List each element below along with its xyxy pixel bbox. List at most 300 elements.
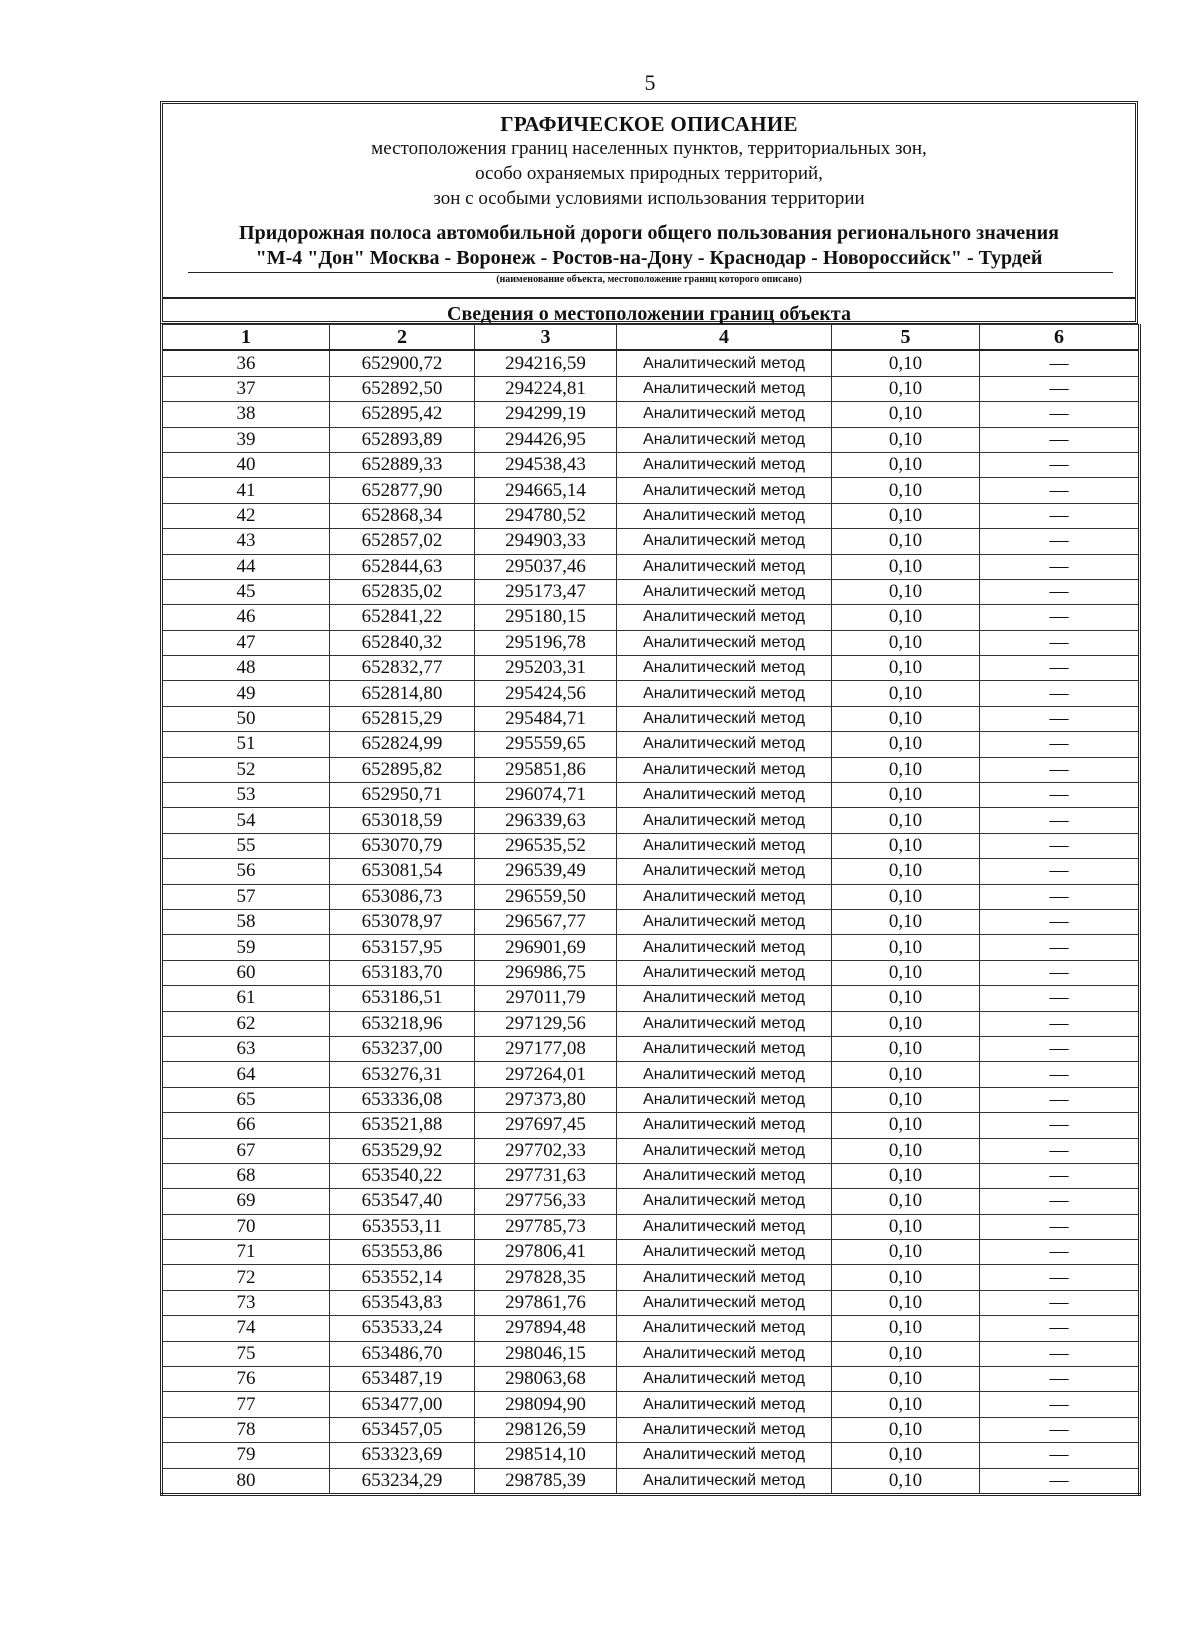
description-cell: — bbox=[980, 1113, 1140, 1138]
x-coordinate-cell: 653081,54 bbox=[330, 859, 475, 884]
point-number-cell: 73 bbox=[162, 1290, 330, 1315]
point-number-cell: 56 bbox=[162, 859, 330, 884]
y-coordinate-cell: 295196,78 bbox=[475, 630, 617, 655]
x-coordinate-cell: 653533,24 bbox=[330, 1316, 475, 1341]
accuracy-cell: 0,10 bbox=[832, 1138, 980, 1163]
accuracy-cell: 0,10 bbox=[832, 1316, 980, 1341]
accuracy-cell: 0,10 bbox=[832, 1265, 980, 1290]
point-number-cell: 48 bbox=[162, 656, 330, 681]
method-cell: Аналитический метод bbox=[617, 1087, 832, 1112]
table-row bbox=[162, 884, 1140, 909]
point-number-cell: 79 bbox=[162, 1443, 330, 1468]
y-coordinate-cell: 296986,75 bbox=[475, 960, 617, 985]
column-header: 2 bbox=[330, 325, 475, 351]
method-cell: Аналитический метод bbox=[617, 706, 832, 731]
accuracy-cell: 0,10 bbox=[832, 732, 980, 757]
method-cell: Аналитический метод bbox=[617, 1443, 832, 1468]
y-coordinate-cell: 294216,59 bbox=[475, 350, 617, 376]
section-title: Сведения о местоположении границ объекта bbox=[447, 303, 851, 325]
table-row bbox=[162, 859, 1140, 884]
accuracy-cell: 0,10 bbox=[832, 706, 980, 731]
description-cell: — bbox=[980, 833, 1140, 858]
y-coordinate-cell: 296535,52 bbox=[475, 833, 617, 858]
y-coordinate-cell: 296339,63 bbox=[475, 808, 617, 833]
method-cell: Аналитический метод bbox=[617, 1392, 832, 1417]
point-number-cell: 61 bbox=[162, 986, 330, 1011]
y-coordinate-cell: 295559,65 bbox=[475, 732, 617, 757]
description-cell: — bbox=[980, 935, 1140, 960]
accuracy-cell: 0,10 bbox=[832, 630, 980, 655]
y-coordinate-cell: 297373,80 bbox=[475, 1087, 617, 1112]
method-cell: Аналитический метод bbox=[617, 960, 832, 985]
accuracy-cell: 0,10 bbox=[832, 579, 980, 604]
x-coordinate-cell: 653070,79 bbox=[330, 833, 475, 858]
method-cell: Аналитический метод bbox=[617, 1265, 832, 1290]
method-cell: Аналитический метод bbox=[617, 605, 832, 630]
description-cell: — bbox=[980, 1062, 1140, 1087]
accuracy-cell: 0,10 bbox=[832, 859, 980, 884]
method-cell: Аналитический метод bbox=[617, 1240, 832, 1265]
point-number-cell: 80 bbox=[162, 1468, 330, 1494]
table-row bbox=[162, 706, 1140, 731]
point-number-cell: 57 bbox=[162, 884, 330, 909]
point-number-cell: 44 bbox=[162, 554, 330, 579]
accuracy-cell: 0,10 bbox=[832, 808, 980, 833]
table-row bbox=[162, 1036, 1140, 1061]
y-coordinate-cell: 297861,76 bbox=[475, 1290, 617, 1315]
y-coordinate-cell: 294538,43 bbox=[475, 452, 617, 477]
point-number-cell: 58 bbox=[162, 909, 330, 934]
point-number-cell: 42 bbox=[162, 503, 330, 528]
accuracy-cell: 0,10 bbox=[832, 1443, 980, 1468]
table-row bbox=[162, 1240, 1140, 1265]
x-coordinate-cell: 652840,32 bbox=[330, 630, 475, 655]
description-cell: — bbox=[980, 452, 1140, 477]
point-number-cell: 41 bbox=[162, 478, 330, 503]
method-cell: Аналитический метод bbox=[617, 376, 832, 401]
column-header: 6 bbox=[980, 325, 1140, 351]
x-coordinate-cell: 652824,99 bbox=[330, 732, 475, 757]
point-number-cell: 55 bbox=[162, 833, 330, 858]
x-coordinate-cell: 653276,31 bbox=[330, 1062, 475, 1087]
object-name-line-2: "М-4 "Дон" Москва - Воронеж - Ростов-на-Дону - Краснодар - Новороссийск" - Турдей bbox=[255, 247, 1043, 269]
table-row bbox=[162, 935, 1140, 960]
table-row bbox=[162, 503, 1140, 528]
accuracy-cell: 0,10 bbox=[832, 1113, 980, 1138]
x-coordinate-cell: 652815,29 bbox=[330, 706, 475, 731]
method-cell: Аналитический метод bbox=[617, 1214, 832, 1239]
y-coordinate-cell: 295173,47 bbox=[475, 579, 617, 604]
method-cell: Аналитический метод bbox=[617, 1062, 832, 1087]
document-title: ГРАФИЧЕСКОЕ ОПИСАНИЕ bbox=[500, 112, 798, 136]
y-coordinate-cell: 297731,63 bbox=[475, 1163, 617, 1188]
description-cell: — bbox=[980, 1265, 1140, 1290]
x-coordinate-cell: 652892,50 bbox=[330, 376, 475, 401]
y-coordinate-cell: 296539,49 bbox=[475, 859, 617, 884]
y-coordinate-cell: 297697,45 bbox=[475, 1113, 617, 1138]
x-coordinate-cell: 652893,89 bbox=[330, 427, 475, 452]
y-coordinate-cell: 297806,41 bbox=[475, 1240, 617, 1265]
y-coordinate-cell: 295424,56 bbox=[475, 681, 617, 706]
x-coordinate-cell: 653487,19 bbox=[330, 1367, 475, 1392]
table-row bbox=[162, 1163, 1140, 1188]
method-cell: Аналитический метод bbox=[617, 402, 832, 427]
method-cell: Аналитический метод bbox=[617, 1189, 832, 1214]
y-coordinate-cell: 295180,15 bbox=[475, 605, 617, 630]
table-row bbox=[162, 1443, 1140, 1468]
table-row bbox=[162, 681, 1140, 706]
y-coordinate-cell: 294224,81 bbox=[475, 376, 617, 401]
accuracy-cell: 0,10 bbox=[832, 376, 980, 401]
description-cell: — bbox=[980, 1011, 1140, 1036]
y-coordinate-cell: 294426,95 bbox=[475, 427, 617, 452]
y-coordinate-cell: 294665,14 bbox=[475, 478, 617, 503]
method-cell: Аналитический метод bbox=[617, 503, 832, 528]
accuracy-cell: 0,10 bbox=[832, 1367, 980, 1392]
table-row bbox=[162, 1316, 1140, 1341]
page-number: 5 bbox=[644, 70, 656, 95]
point-number-cell: 78 bbox=[162, 1417, 330, 1442]
accuracy-cell: 0,10 bbox=[832, 1392, 980, 1417]
point-number-cell: 50 bbox=[162, 706, 330, 731]
table-row bbox=[162, 1417, 1140, 1442]
accuracy-cell: 0,10 bbox=[832, 529, 980, 554]
table-row bbox=[162, 376, 1140, 401]
method-cell: Аналитический метод bbox=[617, 579, 832, 604]
accuracy-cell: 0,10 bbox=[832, 605, 980, 630]
x-coordinate-cell: 652868,34 bbox=[330, 503, 475, 528]
description-cell: — bbox=[980, 808, 1140, 833]
x-coordinate-cell: 653477,00 bbox=[330, 1392, 475, 1417]
y-coordinate-cell: 294299,19 bbox=[475, 402, 617, 427]
table-row bbox=[162, 579, 1140, 604]
description-cell: — bbox=[980, 605, 1140, 630]
object-name-line-1: Придорожная полоса автомобильной дороги общего пользования регионального значения bbox=[239, 222, 1059, 244]
point-number-cell: 46 bbox=[162, 605, 330, 630]
point-number-cell: 70 bbox=[162, 1214, 330, 1239]
point-number-cell: 49 bbox=[162, 681, 330, 706]
y-coordinate-cell: 296074,71 bbox=[475, 783, 617, 808]
accuracy-cell: 0,10 bbox=[832, 1011, 980, 1036]
accuracy-cell: 0,10 bbox=[832, 402, 980, 427]
point-number-cell: 45 bbox=[162, 579, 330, 604]
accuracy-cell: 0,10 bbox=[832, 1062, 980, 1087]
point-number-cell: 72 bbox=[162, 1265, 330, 1290]
method-cell: Аналитический метод bbox=[617, 1113, 832, 1138]
description-cell: — bbox=[980, 986, 1140, 1011]
description-cell: — bbox=[980, 1367, 1140, 1392]
x-coordinate-cell: 652950,71 bbox=[330, 783, 475, 808]
method-cell: Аналитический метод bbox=[617, 554, 832, 579]
description-cell: — bbox=[980, 783, 1140, 808]
description-cell: — bbox=[980, 706, 1140, 731]
x-coordinate-cell: 652814,80 bbox=[330, 681, 475, 706]
table-row bbox=[162, 402, 1140, 427]
table-row bbox=[162, 452, 1140, 477]
description-cell: — bbox=[980, 757, 1140, 782]
description-cell: — bbox=[980, 1316, 1140, 1341]
x-coordinate-cell: 653552,14 bbox=[330, 1265, 475, 1290]
table-row bbox=[162, 1265, 1140, 1290]
y-coordinate-cell: 297828,35 bbox=[475, 1265, 617, 1290]
point-number-cell: 77 bbox=[162, 1392, 330, 1417]
x-coordinate-cell: 652857,02 bbox=[330, 529, 475, 554]
method-cell: Аналитический метод bbox=[617, 757, 832, 782]
description-cell: — bbox=[980, 1163, 1140, 1188]
accuracy-cell: 0,10 bbox=[832, 783, 980, 808]
table-row bbox=[162, 605, 1140, 630]
method-cell: Аналитический метод bbox=[617, 478, 832, 503]
description-cell: — bbox=[980, 960, 1140, 985]
accuracy-cell: 0,10 bbox=[832, 757, 980, 782]
method-cell: Аналитический метод bbox=[617, 1138, 832, 1163]
point-number-cell: 59 bbox=[162, 935, 330, 960]
x-coordinate-cell: 653547,40 bbox=[330, 1189, 475, 1214]
table-row bbox=[162, 1367, 1140, 1392]
accuracy-cell: 0,10 bbox=[832, 427, 980, 452]
method-cell: Аналитический метод bbox=[617, 986, 832, 1011]
y-coordinate-cell: 296901,69 bbox=[475, 935, 617, 960]
table-body bbox=[162, 350, 1140, 1494]
table-row bbox=[162, 1087, 1140, 1112]
table-row bbox=[162, 1138, 1140, 1163]
y-coordinate-cell: 297756,33 bbox=[475, 1189, 617, 1214]
y-coordinate-cell: 296559,50 bbox=[475, 884, 617, 909]
x-coordinate-cell: 652835,02 bbox=[330, 579, 475, 604]
point-number-cell: 62 bbox=[162, 1011, 330, 1036]
x-coordinate-cell: 653157,95 bbox=[330, 935, 475, 960]
table-row bbox=[162, 808, 1140, 833]
description-cell: — bbox=[980, 1087, 1140, 1112]
method-cell: Аналитический метод bbox=[617, 350, 832, 376]
table-row bbox=[162, 350, 1140, 376]
description-cell: — bbox=[980, 402, 1140, 427]
point-number-cell: 60 bbox=[162, 960, 330, 985]
table-row bbox=[162, 783, 1140, 808]
accuracy-cell: 0,10 bbox=[832, 1163, 980, 1188]
y-coordinate-cell: 298126,59 bbox=[475, 1417, 617, 1442]
accuracy-cell: 0,10 bbox=[832, 986, 980, 1011]
method-cell: Аналитический метод bbox=[617, 656, 832, 681]
y-coordinate-cell: 297785,73 bbox=[475, 1214, 617, 1239]
method-cell: Аналитический метод bbox=[617, 1290, 832, 1315]
y-coordinate-cell: 298046,15 bbox=[475, 1341, 617, 1366]
description-cell: — bbox=[980, 503, 1140, 528]
description-cell: — bbox=[980, 1468, 1140, 1494]
table-row bbox=[162, 478, 1140, 503]
description-cell: — bbox=[980, 859, 1140, 884]
description-cell: — bbox=[980, 579, 1140, 604]
point-number-cell: 43 bbox=[162, 529, 330, 554]
point-number-cell: 40 bbox=[162, 452, 330, 477]
method-cell: Аналитический метод bbox=[617, 833, 832, 858]
description-cell: — bbox=[980, 1417, 1140, 1442]
method-cell: Аналитический метод bbox=[617, 1036, 832, 1061]
column-header: 4 bbox=[617, 325, 832, 351]
object-name-underline bbox=[188, 272, 1113, 273]
point-number-cell: 75 bbox=[162, 1341, 330, 1366]
accuracy-cell: 0,10 bbox=[832, 503, 980, 528]
description-cell: — bbox=[980, 529, 1140, 554]
y-coordinate-cell: 295851,86 bbox=[475, 757, 617, 782]
table-row bbox=[162, 833, 1140, 858]
x-coordinate-cell: 653183,70 bbox=[330, 960, 475, 985]
y-coordinate-cell: 297894,48 bbox=[475, 1316, 617, 1341]
method-cell: Аналитический метод bbox=[617, 452, 832, 477]
point-number-cell: 39 bbox=[162, 427, 330, 452]
table-row bbox=[162, 757, 1140, 782]
accuracy-cell: 0,10 bbox=[832, 833, 980, 858]
description-cell: — bbox=[980, 376, 1140, 401]
y-coordinate-cell: 297177,08 bbox=[475, 1036, 617, 1061]
point-number-cell: 66 bbox=[162, 1113, 330, 1138]
description-cell: — bbox=[980, 1036, 1140, 1061]
accuracy-cell: 0,10 bbox=[832, 452, 980, 477]
method-cell: Аналитический метод bbox=[617, 1316, 832, 1341]
point-number-cell: 63 bbox=[162, 1036, 330, 1061]
table-row bbox=[162, 529, 1140, 554]
description-cell: — bbox=[980, 1290, 1140, 1315]
description-cell: — bbox=[980, 630, 1140, 655]
y-coordinate-cell: 297129,56 bbox=[475, 1011, 617, 1036]
x-coordinate-cell: 652832,77 bbox=[330, 656, 475, 681]
header-box bbox=[160, 101, 1138, 324]
x-coordinate-cell: 653457,05 bbox=[330, 1417, 475, 1442]
y-coordinate-cell: 295203,31 bbox=[475, 656, 617, 681]
table-row bbox=[162, 1341, 1140, 1366]
accuracy-cell: 0,10 bbox=[832, 1189, 980, 1214]
accuracy-cell: 0,10 bbox=[832, 1417, 980, 1442]
method-cell: Аналитический метод bbox=[617, 859, 832, 884]
description-cell: — bbox=[980, 1443, 1140, 1468]
x-coordinate-cell: 653521,88 bbox=[330, 1113, 475, 1138]
table-row bbox=[162, 960, 1140, 985]
x-coordinate-cell: 653234,29 bbox=[330, 1468, 475, 1494]
x-coordinate-cell: 652841,22 bbox=[330, 605, 475, 630]
point-number-cell: 67 bbox=[162, 1138, 330, 1163]
accuracy-cell: 0,10 bbox=[832, 478, 980, 503]
description-cell: — bbox=[980, 478, 1140, 503]
description-cell: — bbox=[980, 732, 1140, 757]
x-coordinate-cell: 652877,90 bbox=[330, 478, 475, 503]
table-row bbox=[162, 1392, 1140, 1417]
point-number-cell: 64 bbox=[162, 1062, 330, 1087]
x-coordinate-cell: 653078,97 bbox=[330, 909, 475, 934]
method-cell: Аналитический метод bbox=[617, 783, 832, 808]
method-cell: Аналитический метод bbox=[617, 529, 832, 554]
point-number-cell: 37 bbox=[162, 376, 330, 401]
table-row bbox=[162, 554, 1140, 579]
x-coordinate-cell: 653553,86 bbox=[330, 1240, 475, 1265]
point-number-cell: 38 bbox=[162, 402, 330, 427]
point-number-cell: 52 bbox=[162, 757, 330, 782]
x-coordinate-cell: 653540,22 bbox=[330, 1163, 475, 1188]
table-row bbox=[162, 1113, 1140, 1138]
accuracy-cell: 0,10 bbox=[832, 1290, 980, 1315]
method-cell: Аналитический метод bbox=[617, 1011, 832, 1036]
table-row bbox=[162, 732, 1140, 757]
x-coordinate-cell: 652900,72 bbox=[330, 350, 475, 376]
accuracy-cell: 0,10 bbox=[832, 554, 980, 579]
point-number-cell: 53 bbox=[162, 783, 330, 808]
y-coordinate-cell: 298785,39 bbox=[475, 1468, 617, 1494]
accuracy-cell: 0,10 bbox=[832, 960, 980, 985]
table-row bbox=[162, 1189, 1140, 1214]
method-cell: Аналитический метод bbox=[617, 935, 832, 960]
point-number-cell: 47 bbox=[162, 630, 330, 655]
y-coordinate-cell: 297264,01 bbox=[475, 1062, 617, 1087]
point-number-cell: 65 bbox=[162, 1087, 330, 1112]
method-cell: Аналитический метод bbox=[617, 1367, 832, 1392]
y-coordinate-cell: 294903,33 bbox=[475, 529, 617, 554]
x-coordinate-cell: 652889,33 bbox=[330, 452, 475, 477]
description-cell: — bbox=[980, 427, 1140, 452]
title-description-line-1: местоположения границ населенных пунктов, территориальных зон, bbox=[371, 138, 927, 159]
point-number-cell: 51 bbox=[162, 732, 330, 757]
title-description-line-2: особо охраняемых природных территорий, bbox=[475, 163, 823, 184]
description-cell: — bbox=[980, 656, 1140, 681]
accuracy-cell: 0,10 bbox=[832, 884, 980, 909]
accuracy-cell: 0,10 bbox=[832, 681, 980, 706]
x-coordinate-cell: 653086,73 bbox=[330, 884, 475, 909]
table-row bbox=[162, 1011, 1140, 1036]
description-cell: — bbox=[980, 1214, 1140, 1239]
object-name-caption: (наименование объекта, местоположение границ которого описано) bbox=[496, 274, 802, 285]
point-number-cell: 36 bbox=[162, 350, 330, 376]
accuracy-cell: 0,10 bbox=[832, 656, 980, 681]
point-number-cell: 76 bbox=[162, 1367, 330, 1392]
accuracy-cell: 0,10 bbox=[832, 1036, 980, 1061]
method-cell: Аналитический метод bbox=[617, 909, 832, 934]
accuracy-cell: 0,10 bbox=[832, 1214, 980, 1239]
x-coordinate-cell: 653323,69 bbox=[330, 1443, 475, 1468]
document-sheet bbox=[160, 101, 1138, 1496]
x-coordinate-cell: 653486,70 bbox=[330, 1341, 475, 1366]
x-coordinate-cell: 653543,83 bbox=[330, 1290, 475, 1315]
table-row bbox=[162, 1468, 1140, 1494]
description-cell: — bbox=[980, 1240, 1140, 1265]
table-row bbox=[162, 656, 1140, 681]
table-row bbox=[162, 1062, 1140, 1087]
y-coordinate-cell: 295484,71 bbox=[475, 706, 617, 731]
x-coordinate-cell: 652895,42 bbox=[330, 402, 475, 427]
description-cell: — bbox=[980, 1189, 1140, 1214]
point-number-cell: 68 bbox=[162, 1163, 330, 1188]
x-coordinate-cell: 653237,00 bbox=[330, 1036, 475, 1061]
table-row bbox=[162, 909, 1140, 934]
accuracy-cell: 0,10 bbox=[832, 1240, 980, 1265]
accuracy-cell: 0,10 bbox=[832, 909, 980, 934]
method-cell: Аналитический метод bbox=[617, 630, 832, 655]
y-coordinate-cell: 294780,52 bbox=[475, 503, 617, 528]
description-cell: — bbox=[980, 909, 1140, 934]
method-cell: Аналитический метод bbox=[617, 1163, 832, 1188]
point-number-cell: 74 bbox=[162, 1316, 330, 1341]
description-cell: — bbox=[980, 884, 1140, 909]
x-coordinate-cell: 652895,82 bbox=[330, 757, 475, 782]
table-header-row bbox=[162, 325, 1140, 351]
x-coordinate-cell: 653218,96 bbox=[330, 1011, 475, 1036]
y-coordinate-cell: 298063,68 bbox=[475, 1367, 617, 1392]
table-row bbox=[162, 630, 1140, 655]
accuracy-cell: 0,10 bbox=[832, 350, 980, 376]
x-coordinate-cell: 653529,92 bbox=[330, 1138, 475, 1163]
method-cell: Аналитический метод bbox=[617, 427, 832, 452]
y-coordinate-cell: 298514,10 bbox=[475, 1443, 617, 1468]
y-coordinate-cell: 297011,79 bbox=[475, 986, 617, 1011]
method-cell: Аналитический метод bbox=[617, 681, 832, 706]
method-cell: Аналитический метод bbox=[617, 808, 832, 833]
